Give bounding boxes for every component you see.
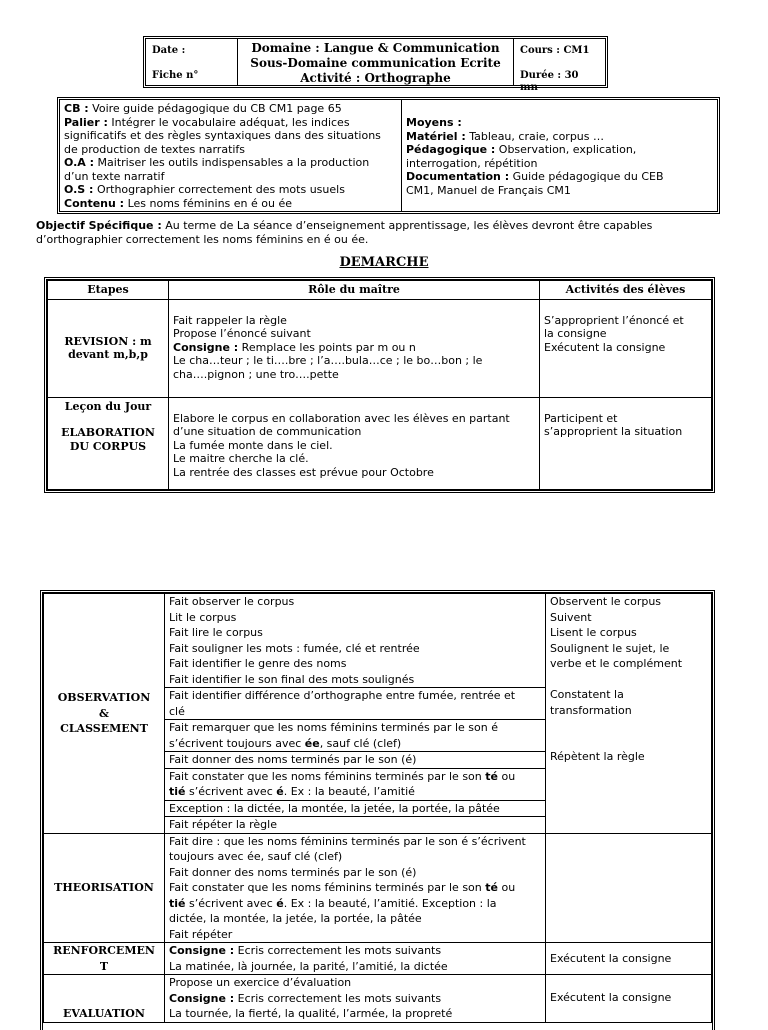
moyens-label: Moyens : <box>406 116 462 129</box>
observation-m13b: té <box>485 769 498 783</box>
header-role-maitre: Rôle du maître <box>169 281 540 300</box>
observation-m0: Fait observer le corpus <box>169 595 295 608</box>
cb-text: Voire guide pédagogique du CB CM1 page 65 <box>88 102 342 115</box>
observation-m13c: ou <box>497 769 516 783</box>
revision-m4: Le cha…teur ; le ti….bre ; l’a….bula…ce ; le bo…bon ; le <box>173 354 483 367</box>
observation-m16a: tié <box>169 785 186 798</box>
fiche-label: Fiche n° <box>152 69 199 81</box>
materiel-text: Tableau, craie, corpus … <box>465 129 605 143</box>
oa-text-1: Maitriser les outils indispensables a la production <box>94 156 370 169</box>
observation-m5: Fait identifier le son final des mots soulignés <box>165 672 545 689</box>
observation-m9c: , sauf clé (clef) <box>319 736 402 750</box>
step-renforcement <box>44 943 165 975</box>
evaluation-maitre <box>165 975 546 1023</box>
table-header-row <box>48 281 712 300</box>
pedago-text-2: interrogation, répétition <box>406 156 538 170</box>
observation-e0: Observent le corpus <box>550 595 662 608</box>
step-lecon-l1: Leçon du Jour <box>64 399 152 413</box>
theorisation-m6c: é <box>276 896 284 910</box>
header-activites-eleves: Activités des élèves <box>540 281 712 300</box>
step-revision-l1: REVISION : m <box>64 334 152 348</box>
revision-eleves <box>540 299 712 397</box>
os-label: O.S : <box>64 183 94 196</box>
evaluation-eleves: Exécutent la consigne <box>546 975 712 1023</box>
objectif-text-2: d’orthographier correctement les noms féminins en é ou ée. <box>36 233 369 246</box>
palier-text-2: significatifs et des règles syntaxiques dans des situations <box>64 129 381 142</box>
observation-m9b: ée <box>304 736 320 750</box>
header-date-cell <box>146 39 238 85</box>
doc-text-2: CM1, Manuel de Français CM1 <box>406 183 571 197</box>
header-etapes: Etapes <box>48 281 169 300</box>
evaluation-m1: Propose un exercice d’évaluation <box>169 976 352 989</box>
observation-e4: verbe et le complément <box>550 657 683 670</box>
table-row-evaluation <box>44 975 712 1023</box>
step-renforcement-l1: RENFORCEMEN <box>53 944 155 957</box>
step-lecon <box>48 397 169 490</box>
revision-m1: Fait rappeler la règle <box>173 313 287 327</box>
demarche-table-2 <box>40 590 715 1030</box>
observation-m13a: Fait constater que les noms féminins terminés par le son <box>169 769 486 783</box>
renforcement-m1: Ecris correctement les mots suivants <box>234 944 442 957</box>
theorisation-m10: dictée, la montée, la jetée, la portée, la pâtée <box>169 912 422 925</box>
lecon-eleves <box>540 397 712 490</box>
revision-m5: cha….pignon ; une tro….pette <box>173 367 339 381</box>
competence-left <box>60 100 402 211</box>
observation-eleves <box>546 594 712 834</box>
theorisation-maitre <box>165 833 546 943</box>
table-row-lecon <box>48 397 712 490</box>
observation-e1: Suivent <box>550 610 592 624</box>
lecon-m2: d’une situation de communication <box>173 425 362 438</box>
observation-m3: Fait souligner les mots : fumée, clé et rentrée <box>169 641 420 655</box>
observation-m1: Lit le corpus <box>169 610 237 624</box>
lecon-m1: Elabore le corpus en collaboration avec les élèves en partant <box>173 411 510 425</box>
pedago-text-1: Observation, explication, <box>495 143 637 156</box>
step-observation-l2: & <box>99 706 109 720</box>
lecon-maitre <box>169 397 540 490</box>
theorisation-m6b: s’écrivent avec <box>185 896 277 910</box>
table-row-renforcement <box>44 943 712 975</box>
objectif-text-1: Au terme de La séance d’enseignement apprentissage, les élèves devront être capables <box>161 219 653 232</box>
doc-text-1: Guide pédagogique du CEB <box>509 170 664 183</box>
palier-label: Palier : <box>64 115 108 129</box>
theorisation-m6a: tié <box>169 896 186 910</box>
os-text: Orthographier correctement des mots usuels <box>93 183 345 196</box>
step-revision <box>48 299 169 397</box>
step-evaluation: EVALUATION <box>44 975 165 1023</box>
lecon-m5: La rentrée des classes est prévue pour Octobre <box>173 465 434 479</box>
observation-e5: Constatent la <box>550 688 624 701</box>
theorisation-m3c: ou <box>497 881 516 894</box>
moyens-right <box>402 100 717 211</box>
competence-box <box>57 97 720 214</box>
oa-label: O.A : <box>64 156 95 169</box>
objectif-specifique <box>36 219 736 247</box>
objectif-label: Objectif Spécifique : <box>36 219 162 232</box>
demarche-heading <box>0 255 768 271</box>
table-row-observation <box>44 594 712 834</box>
header-table <box>143 36 608 93</box>
palier-text-3: de production de textes narratifs <box>64 142 246 156</box>
theorisation-m3a: Fait constater que les noms féminins terminés par le son <box>169 881 486 894</box>
observation-m2: Fait lire le corpus <box>169 626 263 639</box>
evaluation-m3: La tournée, la fierté, la qualité, l’armée, la propreté <box>169 1007 453 1020</box>
contenu-text: Les noms féminins en é ou ée <box>124 196 293 210</box>
step-revision-l2: devant m,b,p <box>68 348 148 361</box>
pedago-label: Pédagogique : <box>406 143 496 156</box>
activite-text: Activité : Orthographe <box>300 71 451 85</box>
oa-text-2: d’un texte narratif <box>64 169 165 183</box>
observation-m8: Fait remarquer que les noms féminins terminés par le son é <box>169 721 498 734</box>
materiel-label: Matériel : <box>406 129 466 143</box>
theorisation-m1: toujours avec ée, sauf clé (clef) <box>169 850 343 863</box>
theorisation-eleves <box>546 833 712 943</box>
renforcement-m2: La matinée, là journée, la parité, l’amitié, la dictée <box>169 959 448 973</box>
observation-m16b: s’écrivent avec <box>185 785 277 798</box>
palier-text-1: Intégrer le vocabulaire adéquat, les indices <box>107 115 350 129</box>
observation-m16c: é <box>276 785 284 798</box>
step-lecon-l2: ELABORATION <box>61 426 155 439</box>
lecon-e1: Participent et <box>544 411 618 425</box>
step-observation-l3: CLASSEMENT <box>60 722 148 735</box>
step-observation <box>44 594 165 834</box>
theorisation-m3b: té <box>485 881 498 894</box>
step-renforcement-l2: T <box>99 959 109 973</box>
date-label: Date : <box>152 45 186 56</box>
step-lecon-l3: DU CORPUS <box>69 439 147 453</box>
observation-m21: Fait répéter la règle <box>169 818 277 831</box>
theorisation-m6d: . Ex : la beauté, l’amitié. Exception : la <box>283 896 497 910</box>
observation-m7: clé <box>165 704 545 721</box>
renforcement-maitre <box>165 943 546 975</box>
duree-text: Durée : 30 mn <box>520 69 579 93</box>
cours-text: Cours : CM1 <box>520 45 590 56</box>
domaine-text: Domaine : Langue & Communication <box>251 41 500 55</box>
theorisation-m2: Fait donner des noms terminés par le son (é) <box>169 865 417 879</box>
renforcement-eleves: Exécutent la consigne <box>546 943 712 975</box>
lecon-e2: s’approprient la situation <box>544 425 683 438</box>
observation-e3: Soulignent le sujet, le <box>550 641 670 655</box>
cb-label: CB : <box>64 102 89 115</box>
demarche-title: DEMARCHE <box>339 255 429 270</box>
revision-e2: la consigne <box>544 327 607 340</box>
evaluation-m2: Ecris correctement les mots suivants <box>234 991 442 1005</box>
observation-e2: Lisent le corpus <box>550 626 637 639</box>
table-row-revision <box>48 299 712 397</box>
observation-e6: transformation <box>550 703 632 717</box>
theorisation-m0: Fait dire : que les noms féminins terminés par le son é s’écrivent <box>169 834 526 848</box>
observation-m6: Fait identifier différence d’orthographe entre fumée, rentrée et <box>169 689 516 702</box>
observation-m20: Exception : la dictée, la montée, la jetée, la portée, la pâtée <box>165 801 545 818</box>
lecon-m3: La fumée monte dans le ciel. <box>173 438 333 452</box>
table-row-theorisation <box>44 833 712 943</box>
revision-consigne-label: Consigne : <box>173 340 239 354</box>
revision-m3: Remplace les points par m ou n <box>238 340 416 354</box>
observation-m9a: s’écrivent toujours avec <box>169 736 305 750</box>
contenu-label: Contenu : <box>64 196 125 210</box>
revision-m2: Propose l’énoncé suivant <box>173 327 311 340</box>
header-title-cell <box>238 39 513 86</box>
revision-maitre <box>169 299 540 397</box>
header-cours-cell <box>513 39 605 93</box>
observation-m4: Fait identifier le genre des noms <box>169 657 347 670</box>
step-observation-l1: OBSERVATION <box>57 691 151 704</box>
step-theorisation: THEORISATION <box>44 833 165 943</box>
evaluation-consigne-label: Consigne : <box>169 991 235 1005</box>
sous-domaine-text: Sous-Domaine communication Ecrite <box>250 56 501 70</box>
observation-m12: Fait donner des noms terminés par le son (é) <box>165 752 545 769</box>
theorisation-m11: Fait répéter <box>169 927 233 941</box>
demarche-table-1 <box>44 277 715 493</box>
lecon-m4: Le maitre cherche la clé. <box>173 452 309 465</box>
revision-e1: S’approprient l’énoncé et <box>544 313 684 327</box>
observation-m16d: . Ex : la beauté, l’amitié <box>283 785 415 798</box>
doc-label: Documentation : <box>406 170 510 183</box>
observation-maitre <box>165 594 546 834</box>
revision-e3: Exécutent la consigne <box>544 340 666 354</box>
observation-e7: Répètent la règle <box>550 750 645 763</box>
renforcement-consigne-label: Consigne : <box>169 944 235 957</box>
